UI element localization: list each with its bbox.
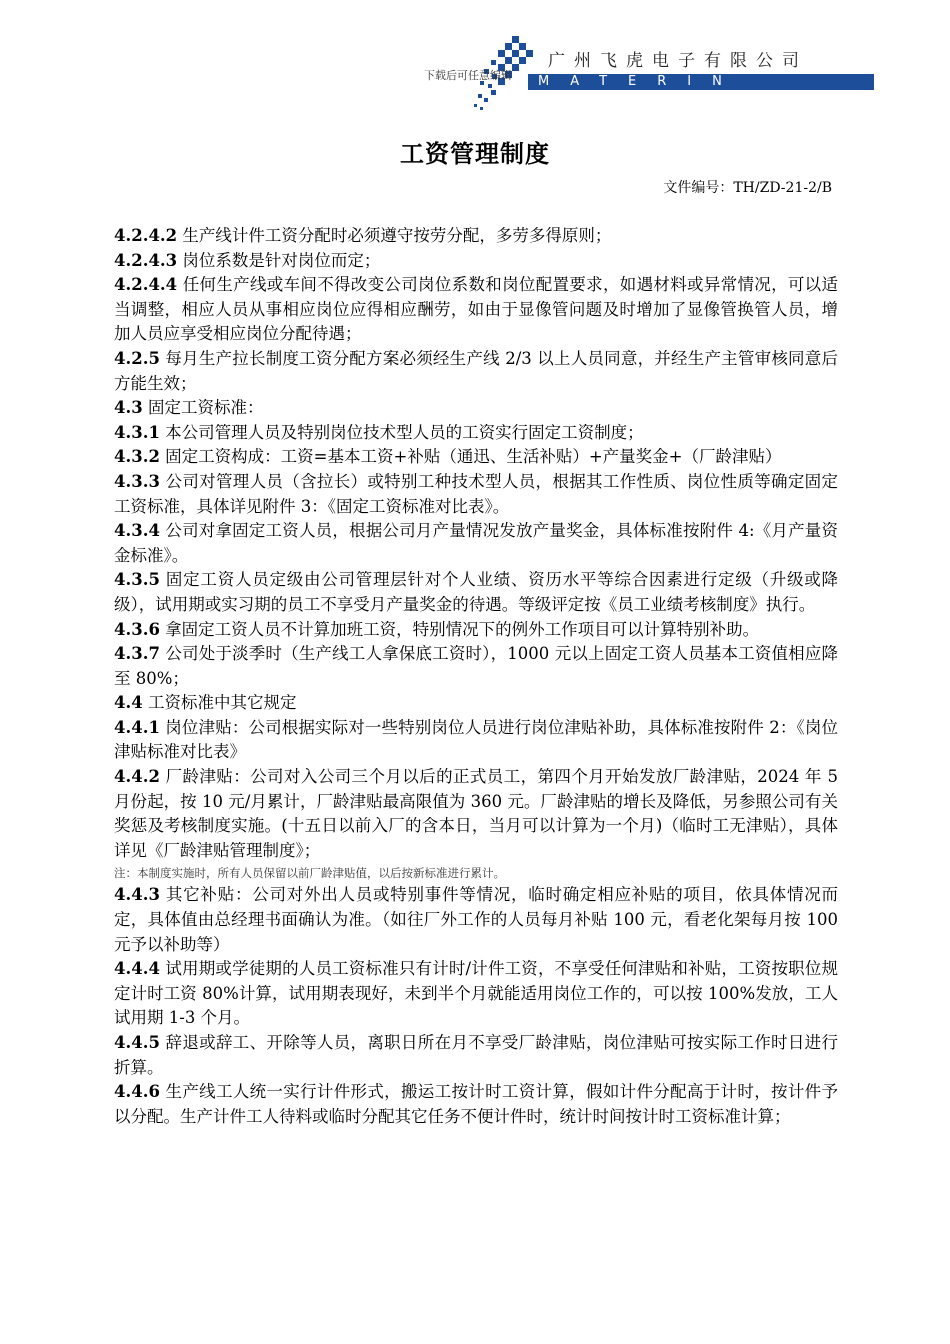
clause-number: 4.3 xyxy=(114,398,143,418)
clause-text: 生产线工人统一实行计件形式，搬运工按计时工资计算，假如计件分配高于计时，按计件予以分配。生产计件工人待料或临时分配其它任务不便计件时，统计时间按计时工资标准计算； xyxy=(114,1082,838,1126)
clause-paragraph xyxy=(114,957,838,1031)
clause-text: 工资标准中其它规定 xyxy=(142,693,297,713)
clause-paragraph xyxy=(114,1031,838,1080)
clause-text: 其它补贴：公司对外出人员或特别事件等情况，临时确定相应补贴的项目，依具体情况而定，具体值由总经理书面确认为准。（如往厂外工作的人员每月补贴 100 元，看老化架每月按 100 元予以补助等） xyxy=(114,885,838,954)
clause-paragraph xyxy=(114,224,838,249)
clause-paragraph xyxy=(114,568,838,617)
clause-number: 4.3.4 xyxy=(114,521,160,541)
clause-number: 4.4.3 xyxy=(114,885,160,905)
clause-text: 拿固定工资人员不计算加班工资，特别情况下的例外工作项目可以计算特别补助。 xyxy=(159,619,760,639)
clause-number: 4.2.4.3 xyxy=(114,250,178,270)
clause-text: 试用期或学徒期的人员工资标准只有计时/计件工资，不享受任何津贴和补贴，工资按职位规定计时工资 80%计算，试用期表现好，未到半个月就能适用岗位工作的，可以按 100%发放，工人试用期 1-3 个月。 xyxy=(114,959,838,1028)
page-header xyxy=(0,0,950,120)
clause-paragraph xyxy=(114,421,838,446)
download-note: 下载后可任意编辑 xyxy=(424,69,512,82)
clause-number: 4.3.1 xyxy=(114,422,160,442)
clause-number: 4.4.1 xyxy=(114,717,160,737)
clause-paragraph xyxy=(114,1080,838,1129)
clause-number: 4.3.5 xyxy=(114,570,160,590)
clause-paragraph xyxy=(114,716,838,765)
clause-paragraph xyxy=(114,691,838,716)
clause-text: 岗位系数是针对岗位而定； xyxy=(177,250,381,270)
clause-paragraph xyxy=(114,249,838,274)
clause-paragraph xyxy=(114,470,838,519)
clause-number: 4.2.4.4 xyxy=(114,275,178,295)
clause-text: 生产线计件工资分配时必须遵守按劳分配，多劳多得原则； xyxy=(177,226,612,245)
clause-paragraph xyxy=(114,765,838,863)
company-name: 广州飞虎电子有限公司 xyxy=(548,51,808,71)
document-number: 文件编号：TH/ZD-21-2/B xyxy=(663,180,832,196)
document-title: 工资管理制度 xyxy=(400,140,550,168)
note: 注：本制度实施时，所有人员保留以前厂龄津贴值，以后按新标准进行累计。 xyxy=(114,866,505,881)
clause-paragraph xyxy=(114,618,838,643)
clause-paragraph xyxy=(114,347,838,396)
brand-bar: MATERIN xyxy=(528,74,874,90)
clause-text: 固定工资构成：工资=基本工资+补贴（通迅、生活补贴）+产量奖金+（厂龄津贴） xyxy=(159,447,782,467)
clause-text: 固定工资人员定级由公司管理层针对个人业绩、资历水平等综合因素进行定级（升级或降级），试用期或实习期的员工不享受月产量奖金的待遇。等级评定按《员工业绩考核制度》执行。 xyxy=(114,570,838,614)
clause-text: 每月生产拉长制度工资分配方案必须经生产线 2/3 以上人员同意，并经生产主管审核同意后方能生效； xyxy=(114,348,838,393)
clause-text: 岗位津贴：公司根据实际对一些特别岗位人员进行岗位津贴补助，具体标准按附件 2：《岗位津贴标准对比表》 xyxy=(114,717,838,762)
clause-paragraph xyxy=(114,519,838,568)
clause-text: 公司对拿固定工资人员，根据公司月产量情况发放产量奖金，具体标准按附件 4:《月产量资金标准》。 xyxy=(114,521,838,565)
clause-text: 本公司管理人员及特别岗位技术型人员的工资实行固定工资制度； xyxy=(159,422,644,442)
clause-text: 辞退或辞工、开除等人员，离职日所在月不享受厂龄津贴，岗位津贴可按实际工作时日进行折算。 xyxy=(114,1033,838,1077)
clause-paragraph xyxy=(114,883,838,957)
clause-number: 4.2.5 xyxy=(114,348,160,368)
clause-number: 4.4.5 xyxy=(114,1033,160,1052)
clause-paragraph xyxy=(114,445,838,470)
clause-number: 4.3.6 xyxy=(114,619,160,639)
clause-text: 任何生产线或车间不得改变公司岗位系数和岗位配置要求，如遇材料或异常情况，可以适当调整，相应人员从事相应岗位应得相应酬劳，如由于显像管问题及时增加了显像管换管人员，增加人员应享受相应岗位分配待遇； xyxy=(114,275,838,344)
clause-text: 公司对管理人员（含拉长）或特别工种技术型人员，根据其工作性质、岗位性质等确定固定工资标准，具体详见附件 3：《固定工资标准对比表》。 xyxy=(114,471,838,516)
clause-number: 4.4.4 xyxy=(114,959,160,979)
clause-number: 4.4 xyxy=(114,693,143,713)
clause-number: 4.4.6 xyxy=(114,1082,160,1102)
clause-paragraph xyxy=(114,642,838,691)
clause-number: 4.3.7 xyxy=(114,644,160,664)
clause-number: 4.2.4.2 xyxy=(114,226,178,245)
document-body xyxy=(114,224,838,1129)
clause-paragraph xyxy=(114,396,838,421)
clause-text: 固定工资标准： xyxy=(142,398,264,418)
clause-number: 4.3.3 xyxy=(114,471,160,491)
clause-text: 厂龄津贴：公司对入公司三个月以后的正式员工，第四个月开始发放厂龄津贴，2024 年 5 月份起，按 10 元/月累计，厂龄津贴最高限值为 360 元。厂龄津贴的增长及降低，另参照公司有关奖惩及考核制度实施。(十五日以前入厂的含本日，当月可以计算为一个月)（临时工无津贴），具体详见《厂龄津贴管理制度》； xyxy=(114,767,838,860)
clause-paragraph xyxy=(114,273,838,347)
clause-number: 4.3.2 xyxy=(114,447,160,467)
clause-text: 公司处于淡季时（生产线工人拿保底工资时），1000 元以上固定工资人员基本工资值相应降至 80%； xyxy=(114,644,838,688)
clause-number: 4.4.2 xyxy=(114,767,160,787)
